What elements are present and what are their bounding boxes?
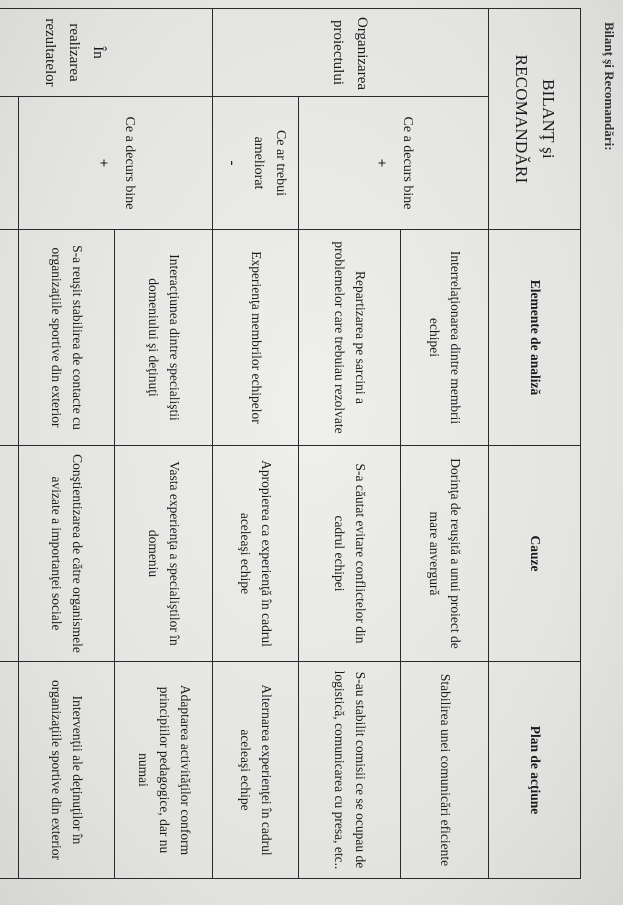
header-plan: Plan de acţiune: [489, 662, 581, 879]
cell-elemente: [0, 230, 19, 446]
cell-elemente: Repartizarea pe sarcini a problemelor care trebuiau rezolvate: [299, 230, 401, 446]
cell-plan: Intervenţii ale deţinuţilor în organizaţiile sportive din exterior: [19, 662, 115, 879]
cell-cauze: Apropierea ca experienţă în cadrul aceleaşi echipe: [213, 446, 299, 662]
group-label: [19, 97, 213, 230]
section-label-organizare: Organizarea proiectului: [213, 9, 489, 97]
header-row: [489, 9, 581, 879]
group-label-text: Ce a decurs bine: [121, 116, 137, 210]
cell-plan: S-au stabilit comisii ce se ocupau de logistică, comunicarea cu presa, etc..: [299, 662, 401, 879]
group-label-text: Ce ar trebui ameliorat: [251, 129, 288, 197]
cell-plan: Adaptarea activităţilor conform principiilor pedagogice, dar nu numai: [115, 662, 213, 879]
cell-elemente: Experienţa membrilor echipelor: [213, 230, 299, 446]
header-cauze: Cauze: [489, 446, 581, 662]
cell-cauze: Dorinţa de reuşită a unui proiect de mare anvergură: [401, 446, 489, 662]
plus-sign: +: [95, 158, 112, 168]
table-row: [213, 9, 299, 879]
cell-cauze: Conştientizarea de către organismele avizate a importanţei sociale: [19, 446, 115, 662]
cell-plan: [0, 662, 19, 879]
table-title: BILANŢ şi RECOMANDĂRI: [489, 9, 581, 230]
group-label-text: Ce a decurs bine: [399, 116, 415, 210]
section-label-realizare: În realizarea rezultatelor: [0, 9, 213, 97]
table-row: [115, 9, 213, 879]
cell-cauze: Vasta experienţa a specialiştilor în domeniu: [115, 446, 213, 662]
cell-elemente: Interacţiunea dintre specialiştii domeniului şi deţinuţi: [115, 230, 213, 446]
page-heading: Bilanţ şi Recomandări:: [602, 22, 617, 151]
minus-sign: -: [224, 160, 241, 166]
group-label: [299, 97, 489, 230]
table-row: [0, 9, 19, 879]
cell-cauze: [0, 446, 19, 662]
group-label: [213, 97, 299, 230]
cell-plan: Alternarea experienţei în cadrul aceleaşi echipe: [213, 662, 299, 879]
cell-elemente: Interrelaţionarea dintre membrii echipei: [401, 230, 489, 446]
group-label: [0, 97, 19, 230]
bilant-table: [0, 8, 581, 879]
cell-cauze: S-a căutat evitare conflictelor din cadrul echipei: [299, 446, 401, 662]
cell-plan: Stabilirea unei comunicări eficiente: [401, 662, 489, 879]
header-elemente: Elemente de analiză: [489, 230, 581, 446]
plus-sign: +: [373, 158, 390, 168]
table-row: [401, 9, 489, 879]
cell-elemente: S-a reuşit stabilirea de contacte cu organizaţiile sportive din exterior: [19, 230, 115, 446]
